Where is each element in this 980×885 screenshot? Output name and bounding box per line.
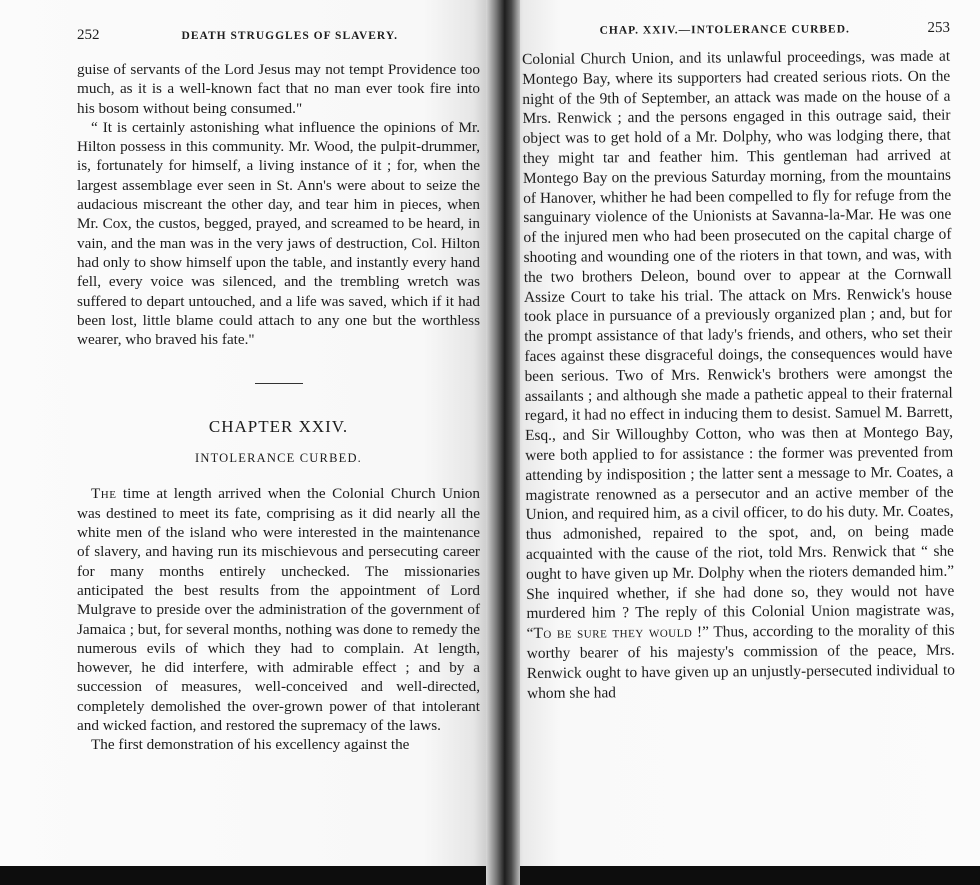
- paragraph: The first demonstration of his excellency against the: [91, 736, 410, 754]
- divider: [255, 383, 303, 384]
- running-head: [522, 20, 950, 39]
- page-number: 253: [927, 19, 951, 36]
- chapter-title: CHAPTER XXIV.: [208, 417, 349, 437]
- paragraph-text: !” Thus, according to the morality of this worthy bearer of his majesty's commission of the peace, Mrs. Renwick ought to have given up an unjustly-persecuted individual to whom she had: [526, 621, 955, 702]
- right-page: [504, 0, 980, 866]
- paragraph: guise of servants of the Lord Jesus may not tempt Providence too much, as it is a well-known fact that no man ever took fire into his bosom without being consumed.": [77, 61, 480, 117]
- chapter-subtitle: INTOLERANCE CURBED.: [194, 451, 362, 466]
- opening-word: The: [91, 485, 117, 503]
- running-title: DEATH STRUGGLES OF SLAVERY.: [181, 30, 398, 42]
- chapter-opening-paragraph: [77, 484, 480, 735]
- paragraph-text: Colonial Church Union, and its unlawful proceedings, was made at Montego Bay, where its supporters had created serious riots. On the night of the 9th of September, an attack was made on the house of a Mrs. Renwick ; and the persons engaged in this outrage said, their object was to get hold of a Mr. Dolphy, who was lodging there, that they might tar and feather him. This gentleman had arrived at Montego Bay on the previous Saturday morning, from the mountains of Hanover, whither he had been compelled to fly for refuge from the sanguinary violence of the Unionists at Savanna-la-Mar. He was one of the injured men who had been prosecuted on the capital charge of shooting and wounding one of the rioters in that town, and was, with the two brothers Deleon, bound over to appear at the Cornwall Assize Court to take his trial. The attack on Mrs. Renwick's house took place in pursuance of a previously organized plan ; and, but for the prompt assistance of that lady's friends, and others, who set their faces against these disgraceful doings, the consequences would have been serious. Two of Mrs. Renwick's brothers were amongst the assailants ; and although she made a pathetic appeal to their fraternal regard, it had no effect in inducing them to desist. Samuel M. Barrett, Esq., and Sir Willoughby Cotton, who was then at Montego Bay, were both applied to for assistance : the former was prevented from attending by indisposition ; the latter sent a message to Mr. Coates, a magistrate renowned as a persecutor and an active member of the Union, and required him, as a civil officer, to do his duty. Mr. Coates, thus admonished, repaired to the spot, and, on being made acquainted with the cause of the riot, told Mrs. Renwick that “ she ought to have given up Mr. Dolphy when the rioters demanded him.” She inquired whether, if she had done so, they would not have murdered him ? The reply of this Colonial Union magistrate was, “: [522, 47, 955, 643]
- paragraph: “ It is certainly astonishing what influence the opinions of Mr. Hilton possess in this community. Mr. Wood, the pulpit-drummer, is, fortunately for himself, a living instance of it ; for, when the largest assemblage ever seen in St. Ann's were about to seize the audacious miscreant the other day, and tear him in pieces, when Mr. Cox, the custos, begged, prayed, and screamed to be heard, in vain, and the man was in the very jaws of destruction, Col. Hilton had only to show himself upon the table, and instantly every hand fell, every voice was silenced, and the trembling wretch was suffered to depart untouched, and a life was saved, which if it had been lost, little blame could attach to any one but the worthless wearer, who braved his fate.": [77, 118, 480, 349]
- book-gutter: [486, 0, 520, 885]
- running-head: [77, 27, 480, 44]
- paragraph-text: time at length arrived when the Colonial Church Union was destined to meet its fate, comprising as it did nearly all the white men of the island who were interested in the maintenance of slavery, and having run its mischievous and persecuting career for many months entirely unchecked. The missionaries anticipated the best results from the appointment of Lord Mulgrave to preside over the administration of the government of Jamaica ; but, for several months, nothing was done to remedy the numerous evils of which they had to complain. At length, however, he did interfere, with admirable effect ; and by a succession of measures, well-conceived and well-directed, completely demolished the over-grown power of that intolerant and wicked faction, and restored the supremacy of the laws.: [77, 485, 480, 735]
- quoted-reply: To be sure they would: [533, 623, 693, 643]
- running-title: CHAP. XXIV.—INTOLERANCE CURBED.: [599, 23, 850, 37]
- left-page: [0, 0, 498, 866]
- paragraph: [522, 47, 955, 704]
- page-number: 252: [77, 27, 100, 43]
